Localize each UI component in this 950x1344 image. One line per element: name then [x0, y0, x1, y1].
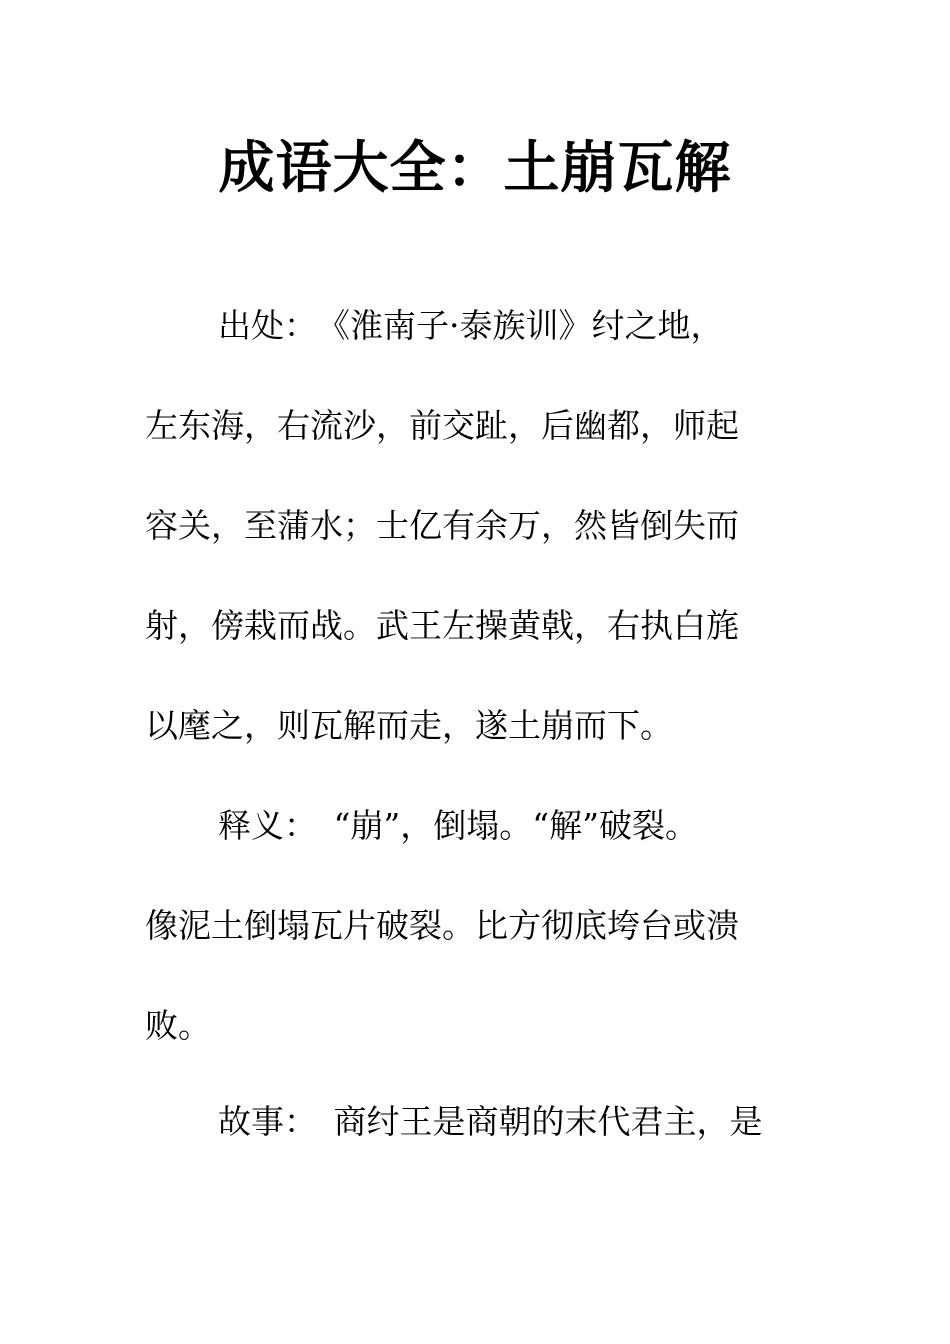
story-paragraph-line: 故事： 商纣王是商朝的末代君主，是: [218, 1102, 763, 1141]
meaning-paragraph-line: 败。: [145, 1006, 211, 1045]
source-paragraph-line: 左东海，右流沙，前交趾，后幽都，师起: [145, 406, 739, 445]
source-paragraph-line: 容关，至蒲水；士亿有余万，然皆倒失而: [145, 506, 739, 545]
page-title: 成语大全：土崩瓦解: [218, 135, 732, 201]
source-paragraph-line: 射，傍栽而战。武王左操黄戟，右执白旄: [145, 606, 739, 645]
source-paragraph-line: 以麾之，则瓦解而走，遂土崩而下。: [145, 706, 673, 745]
source-paragraph-line: 出处： 《淮南子·泰族训》纣之地，: [218, 306, 724, 345]
meaning-paragraph-line: 释义： “崩”，倒塌。“解”破裂。: [218, 806, 698, 845]
meaning-paragraph-line: 像泥土倒塌瓦片破裂。比方彻底垮台或溃: [145, 906, 739, 945]
